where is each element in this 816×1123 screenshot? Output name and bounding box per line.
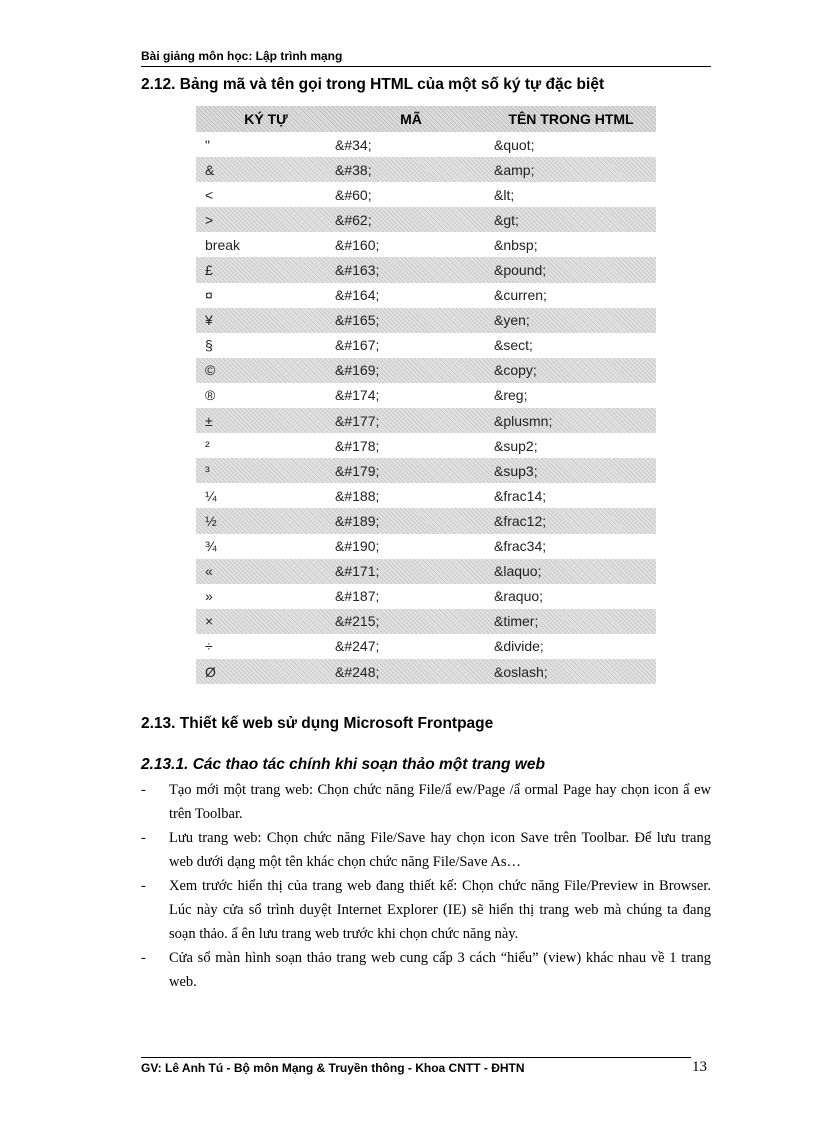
table-row xyxy=(196,207,656,232)
cell-html-name: &copy; xyxy=(494,362,537,379)
cell-character: ¾ xyxy=(205,538,217,555)
cell-code: &#247; xyxy=(335,638,380,655)
cell-character: ¤ xyxy=(205,287,213,304)
cell-html-name: &pound; xyxy=(494,262,547,279)
cell-character: § xyxy=(205,337,213,354)
cell-html-name: &sup2; xyxy=(494,437,538,454)
list-item xyxy=(141,826,711,874)
column-header-code: MÃ xyxy=(400,111,422,127)
cell-code: &#178; xyxy=(335,437,380,454)
table-row xyxy=(196,634,656,659)
cell-character: < xyxy=(205,186,214,203)
table-row xyxy=(196,157,656,182)
cell-code: &#169; xyxy=(335,362,380,379)
cell-html-name: &plusmn; xyxy=(494,412,553,429)
cell-character: & xyxy=(205,161,215,178)
bullet-dash: - xyxy=(141,782,146,798)
cell-html-name: &quot; xyxy=(494,136,535,153)
cell-code: &#160; xyxy=(335,236,380,253)
list-item-text: Lưu trang web: Chọn chức năng File/Save hay chọn icon Save trên Toolbar. Để lưu trang web dưới dạng một tên khác chọn chức năng File/Save As… xyxy=(169,830,711,870)
cell-code: &#165; xyxy=(335,312,380,329)
cell-html-name: &timer; xyxy=(494,613,539,630)
table-row xyxy=(196,408,656,433)
cell-character: » xyxy=(205,588,213,605)
cell-html-name: &sect; xyxy=(494,337,533,354)
cell-character: Ø xyxy=(205,663,216,680)
cell-character: ³ xyxy=(205,462,210,479)
cell-code: &#171; xyxy=(335,563,380,580)
cell-code: &#163; xyxy=(335,262,380,279)
cell-html-name: &sup3; xyxy=(494,462,538,479)
cell-code: &#164; xyxy=(335,287,380,304)
section-heading-2-12: 2.12. Bảng mã và tên gọi trong HTML của một số ký tự đặc biệt xyxy=(141,76,605,93)
cell-code: &#188; xyxy=(335,487,380,504)
running-header: Bài giảng môn học: Lập trình mạng xyxy=(141,49,711,67)
table-body xyxy=(196,132,656,684)
cell-character: © xyxy=(205,362,216,379)
cell-character: ¼ xyxy=(205,487,217,504)
cell-code: &#174; xyxy=(335,387,380,404)
cell-character: £ xyxy=(205,262,213,279)
section-heading-2-13: 2.13. Thiết kế web sử dụng Microsoft Frontpage xyxy=(141,715,494,732)
bullet-dash: - xyxy=(141,950,146,966)
table-row xyxy=(196,609,656,634)
table-row xyxy=(196,308,656,333)
footer-divider xyxy=(141,1057,691,1058)
subsection-heading-2-13-1: 2.13.1. Các thao tác chính khi soạn thảo một trang web xyxy=(141,756,545,773)
cell-code: &#62; xyxy=(335,211,372,228)
table-row xyxy=(196,559,656,584)
special-characters-table xyxy=(196,106,656,684)
cell-character: ² xyxy=(205,437,210,454)
table-row xyxy=(196,333,656,358)
table-row xyxy=(196,508,656,533)
cell-html-name: &reg; xyxy=(494,387,528,404)
table-row xyxy=(196,584,656,609)
footer-author: GV: Lê Anh Tú - Bộ môn Mạng & Truyền thông - Khoa CNTT - ĐHTN xyxy=(141,1061,525,1075)
cell-code: &#179; xyxy=(335,462,380,479)
cell-code: &#60; xyxy=(335,186,372,203)
cell-code: &#177; xyxy=(335,412,380,429)
list-item xyxy=(141,778,711,826)
table-row xyxy=(196,257,656,282)
cell-html-name: &frac12; xyxy=(494,512,547,529)
cell-character: break xyxy=(205,236,241,253)
cell-code: &#38; xyxy=(335,161,372,178)
table-row xyxy=(196,132,656,157)
table-row xyxy=(196,483,656,508)
cell-character: > xyxy=(205,211,214,228)
cell-html-name: &lt; xyxy=(494,186,515,203)
table-row xyxy=(196,458,656,483)
cell-code: &#215; xyxy=(335,613,380,630)
cell-character: ÷ xyxy=(205,638,213,655)
table-header-row xyxy=(196,106,656,132)
list-item-text: Tạo mới một trang web: Chọn chức năng File/ẩ ew/Page /ẩ ormal Page hay chọn icon ẩ ew trên Toolbar. xyxy=(169,782,711,822)
cell-character: « xyxy=(205,563,213,580)
cell-character: × xyxy=(205,613,214,630)
column-header-character: KÝ TỰ xyxy=(244,111,288,127)
page-number: 13 xyxy=(692,1059,707,1075)
table-row xyxy=(196,232,656,257)
cell-html-name: &amp; xyxy=(494,161,535,178)
bullet-list xyxy=(141,778,711,994)
cell-html-name: &frac34; xyxy=(494,538,547,555)
cell-code: &#189; xyxy=(335,512,380,529)
cell-code: &#34; xyxy=(335,136,372,153)
cell-code: &#248; xyxy=(335,663,380,680)
table-row xyxy=(196,182,656,207)
cell-html-name: &divide; xyxy=(494,638,544,655)
list-item-text: Xem trước hiển thị của trang web đang thiết kế: Chọn chức năng File/Preview in Browser. Lúc này cửa sổ trình duyệt Internet Explorer (IE) sẽ hiển thị trang web mà chúng ta đang soạn thảo. ẩ ên lưu trang web trước khi chọn chức năng này. xyxy=(169,878,711,942)
cell-code: &#187; xyxy=(335,588,380,605)
cell-html-name: &curren; xyxy=(494,287,547,304)
cell-html-name: &oslash; xyxy=(494,663,548,680)
cell-html-name: &yen; xyxy=(494,312,530,329)
bullet-dash: - xyxy=(141,878,146,894)
list-item xyxy=(141,874,711,946)
cell-html-name: &laquo; xyxy=(494,563,542,580)
cell-html-name: &gt; xyxy=(494,211,519,228)
list-item xyxy=(141,946,711,994)
table-row xyxy=(196,534,656,559)
table-row xyxy=(196,433,656,458)
cell-html-name: &frac14; xyxy=(494,487,547,504)
bullet-dash: - xyxy=(141,830,146,846)
list-item-text: Cửa sổ màn hình soạn thảo trang web cung cấp 3 cách “hiểu” (view) khác nhau về 1 trang web. xyxy=(169,950,711,990)
cell-character: ® xyxy=(205,387,216,404)
cell-character: ± xyxy=(205,412,213,429)
cell-html-name: &raquo; xyxy=(494,588,544,605)
cell-character: ¥ xyxy=(205,312,213,329)
cell-code: &#167; xyxy=(335,337,380,354)
column-header-html-name: TÊN TRONG HTML xyxy=(508,111,634,127)
cell-html-name: &nbsp; xyxy=(494,236,538,253)
cell-character: " xyxy=(205,136,210,153)
table-row xyxy=(196,659,656,684)
table-row xyxy=(196,383,656,408)
cell-character: ½ xyxy=(205,512,217,529)
table-row xyxy=(196,358,656,383)
table-row xyxy=(196,283,656,308)
cell-code: &#190; xyxy=(335,538,380,555)
